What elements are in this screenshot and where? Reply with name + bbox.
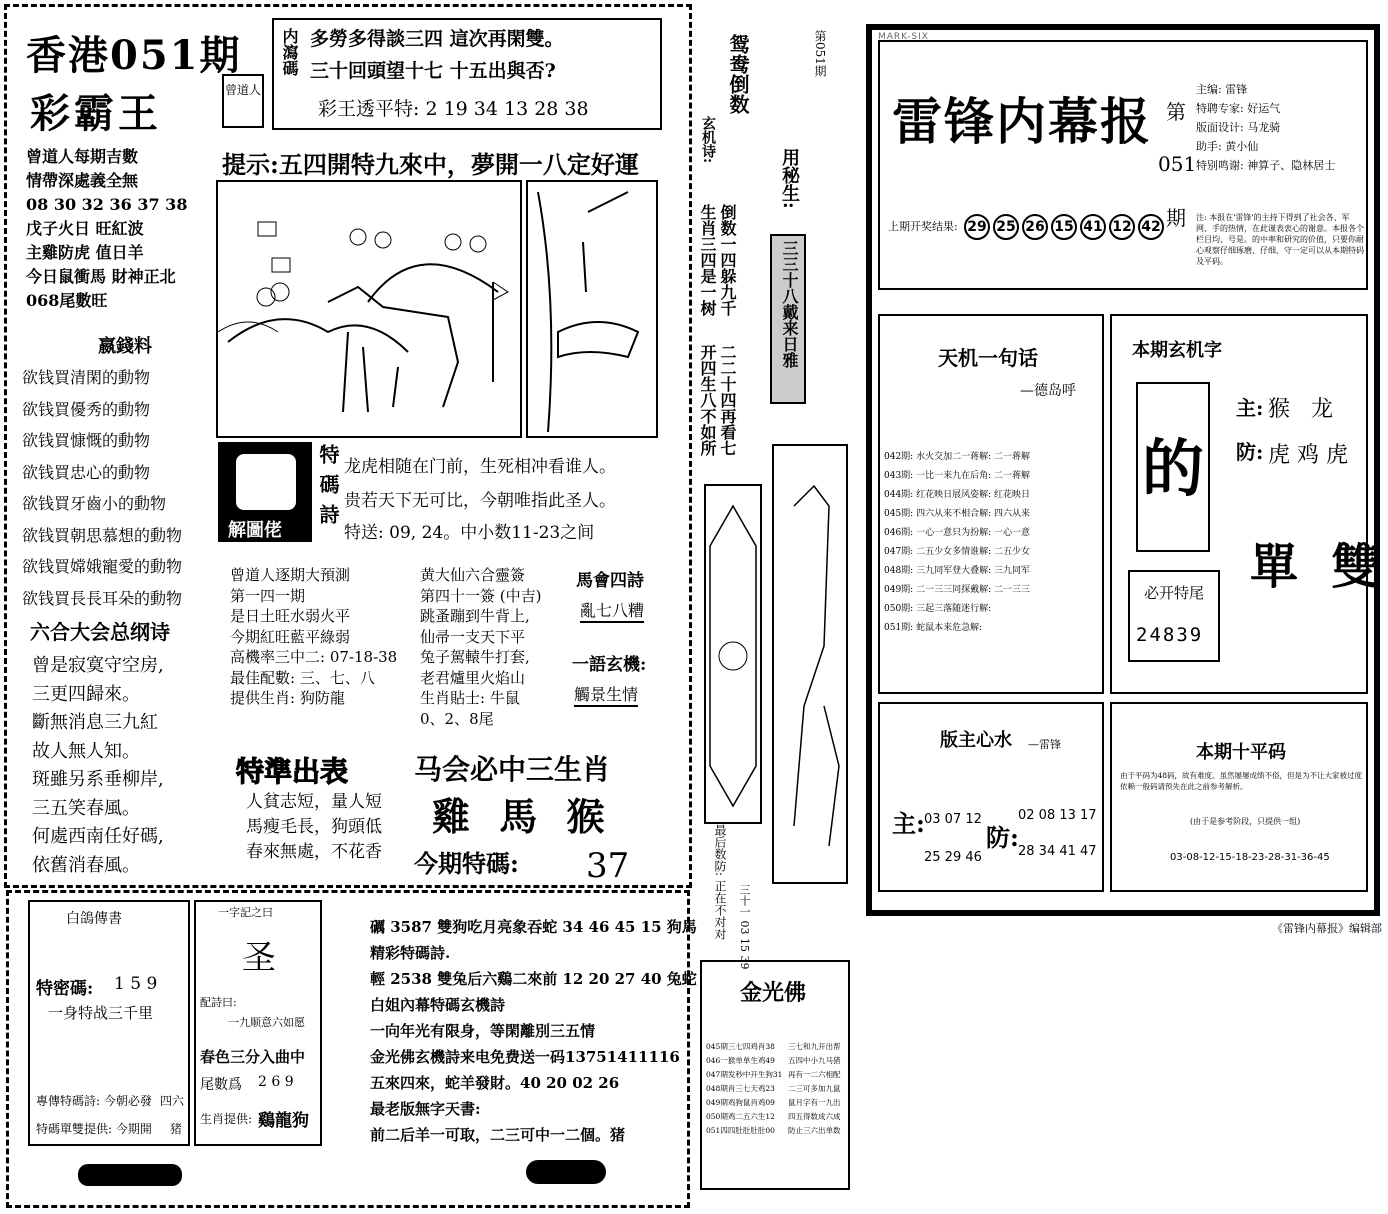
xuanji-title: 本期玄机字: [1132, 340, 1222, 361]
banner-top: MARK-SIX: [878, 32, 929, 42]
notice: 注: 本报在'雷锋'的主持下得到了社会各、军网、手的热情，在此谨表衷心的谢意。本报各个栏目均、号是。的中率和研究的价值，只要你耐心观察仔细琢磨、仔细、守一定可以从本期特码及平码。: [1196, 213, 1364, 266]
staff-item: 特别鸣谢: 神算子、隐林居士: [1196, 159, 1336, 172]
left-col-line: 主雞防虎 值日羊: [26, 243, 144, 262]
last-number: 25: [993, 214, 1019, 240]
staff-list: [1196, 80, 1335, 175]
mid-vert8: 用秘生:: [779, 148, 800, 209]
bottom-text-line: 礪 3587 雙狗吃月亮象吞蛇 34 46 45 15 狗馬: [370, 918, 697, 936]
tianji-item: 045期: 四六从来不相合解: 四六从来: [884, 509, 1030, 519]
teji-line: 人貧志短，量人短: [246, 792, 382, 812]
jgf-left-item: 046一猴单单生鸡49: [706, 1056, 775, 1065]
predict-box: [230, 565, 397, 709]
bottom-text-line: 金光佛玄機詩来电免费送一码13751411116: [370, 1048, 680, 1066]
tianji-item: 051期: 蛇鼠本来危急解:: [884, 623, 983, 633]
tianji-title: 天机一句话: [938, 346, 1038, 370]
yiyu-title: 一語玄機:: [572, 655, 647, 675]
poem-title: 六合大会总纲诗: [30, 620, 170, 644]
bottom-logo-right: [526, 1160, 606, 1184]
zi-line2-label: 尾數爲: [200, 1077, 242, 1093]
huang-line: 生肖貼士: 牛鼠: [420, 689, 520, 707]
danshuang: 單 雙: [1250, 539, 1380, 595]
jgf-left-item: 047期发秒中开生狗31: [706, 1070, 783, 1079]
mid-vert5: 开四生八不如所: [698, 344, 717, 456]
last-number: 29: [964, 214, 990, 240]
last-number: 12: [1109, 214, 1135, 240]
poem-line: 曾是寂寞守空房,: [32, 655, 164, 676]
baige-special-label: 特密碼:: [36, 979, 94, 999]
teji-line: 馬瘦毛長，狗頭低: [246, 817, 382, 837]
mid-vert3: 生肖三四是一树: [698, 204, 717, 316]
left-col-line: 戊子火日 旺紅波: [26, 219, 144, 238]
banzhu-title: 版主心水: [940, 730, 1012, 751]
huang-line: 黄大仙六合靈簽: [420, 566, 526, 584]
shiping-box: [1110, 702, 1368, 892]
zi-char: 圣: [242, 938, 276, 978]
tianji-item: 047期: 二五少女多情谁解: 二五少女: [884, 547, 1030, 557]
last-number: 41: [1080, 214, 1106, 240]
hint-line: 提示:五四開特九來中，夢開一八定好運: [222, 150, 639, 179]
baige-box: [28, 900, 190, 1146]
bottom-text-line: 五來四來，蛇羊發財。40 20 02 26: [370, 1074, 620, 1092]
baige-last: 特碼單雙提供: 今期開: [36, 1122, 152, 1136]
jgf-right-item: 鼠月字有一九出: [788, 1098, 841, 1107]
top-box-line1: 多勞多得談三四 這次再閑雙。: [310, 28, 564, 50]
top-box-side: 内瀉碼: [280, 28, 299, 76]
right-footer: 《雷锋内幕报》编辑部: [1272, 922, 1382, 935]
jgf-left-item: 045期三七四鸡肖38: [706, 1042, 775, 1051]
picture-side-chars: 特碼詩: [316, 444, 340, 534]
predict-line: 第一四一期: [230, 586, 306, 605]
huang-line: 第四十一簽 (中吉): [420, 586, 542, 605]
octagon-chart: [706, 486, 760, 822]
cliff-illustration: [528, 182, 656, 436]
zi-head: 一字記之曰: [218, 906, 273, 919]
masthead-subtitle: 彩霸王: [30, 90, 162, 137]
banzhu-box: [878, 702, 1104, 892]
horse-poem-text: 亂七八糟: [580, 598, 644, 623]
poem-lines: [32, 652, 164, 880]
predict-line: 提供生肖: 狗防龍: [230, 689, 345, 707]
shiping-note2: (由于是参考阶段，只提供一组): [1190, 817, 1301, 826]
zi-poem: 一九顺意六如愿: [228, 1016, 305, 1029]
mid-vert7: 三三十八戴来日雅: [780, 240, 799, 368]
bikai-title: 必开特尾: [1144, 584, 1205, 602]
jinguangfo-title: 金光佛: [740, 980, 807, 1006]
money-item: 欲钱買牙齒小的動物: [22, 494, 167, 513]
zi-line2: 2 6 9: [258, 1074, 294, 1090]
bottom-text-line: 白姐內幕特碼玄機詩: [370, 996, 506, 1014]
jgf-right-item: 二三可多加九鼠: [788, 1084, 841, 1093]
paper-title: 雷锋内幕报: [892, 92, 1152, 151]
mid-figure-1: [704, 484, 762, 824]
zhu-label: 主:: [1236, 396, 1264, 420]
money-item: 欲钱買朝思慕想的動物: [22, 525, 183, 545]
mid-strip: [692, 4, 852, 970]
tianji-item: 050期: 三起三落随迷行解:: [884, 604, 992, 614]
shiping-title: 本期十平码: [1196, 742, 1286, 763]
picture-label-box: [218, 442, 312, 542]
horse-illustration: [218, 182, 520, 436]
poem-line: 斑雖另系垂柳岸,: [32, 769, 164, 790]
yiyu-text: 觸景生情: [574, 682, 638, 707]
mid-header-num: 第051期: [813, 30, 827, 77]
left-col-line: 曾道人每期吉數: [26, 147, 139, 166]
last-numbers: [964, 214, 1167, 240]
tianji-item: 044期: 红花映日展风姿解: 红花映日: [884, 490, 1030, 500]
masthead-title: 香港051期: [26, 32, 242, 79]
header-box: [878, 40, 1368, 290]
mid-vert1: 鸳鸯倒数: [726, 34, 750, 114]
left-col-line: 今日鼠衝馬 財神正北: [26, 267, 176, 286]
xuanji-char: 的: [1136, 382, 1210, 552]
last-number: 42: [1138, 214, 1164, 240]
bottom-logo-left: [78, 1164, 182, 1186]
baige-line: 一身特战三千里: [48, 1004, 154, 1022]
poem-line: 三更四歸來。: [32, 683, 140, 705]
xuanji-box: [1110, 314, 1380, 694]
predict-line: 今期紅旺藍平綠弱: [230, 627, 351, 646]
bottom-text-line: 輕 2538 雙兔后六鷄二來前 12 20 27 40 兔蛇: [370, 970, 697, 988]
predict-line: 最佳配數: 三、七、八: [230, 668, 375, 687]
teji-title: 特準出表: [236, 755, 349, 788]
zi-sub: 配詩曰:: [200, 996, 237, 1009]
predict-line: 曾道人逐期大預測: [230, 566, 351, 584]
poem-line: 何處西南任好碼,: [32, 826, 164, 847]
money-item: 欲钱買長長耳朵的動物: [22, 588, 183, 608]
fang2-label: 防:: [986, 823, 1019, 852]
zi-line1: 春色三分入曲中: [200, 1048, 306, 1066]
huang-line: 0、2、8尾: [420, 709, 494, 728]
picture-line3: 特送: 09, 24。中小数11-23之间: [344, 523, 595, 543]
baige-special-value: 1 5 9: [114, 974, 158, 994]
baige-title: 白鴿傳書: [66, 911, 122, 927]
side-picture: [526, 180, 658, 438]
staff-item: 主编: 雷锋: [1196, 83, 1248, 96]
zhu-value: 猴 龙: [1268, 397, 1333, 422]
top-box: [272, 18, 662, 130]
teji-lines: [246, 790, 382, 865]
tianji-item: 046期: 一心一意只为扮解: 一心一意: [884, 528, 1030, 538]
tianji-box: [878, 314, 1104, 694]
zhu2-a: 03 07 12: [924, 812, 982, 827]
left-col-line: 情帶深處義全無: [26, 171, 139, 190]
huang-line: 仙帚一支天下平: [420, 627, 526, 646]
mid-small: 三十一 03 15 39: [738, 884, 751, 970]
fang2-b: 28 34 41 47: [1018, 844, 1097, 859]
tianji-item: 048期: 三九同军登大叠解: 三九同军: [884, 566, 1030, 576]
top-box-line3: 彩王透平特: 2 19 34 13 28 38: [318, 98, 589, 120]
poem-line: 斷無消息三九紅: [32, 712, 158, 733]
zi-box: [194, 900, 322, 1146]
money-item: 欲钱買忠心的動物: [22, 462, 151, 482]
mid-vert2: 玄机诗:: [700, 116, 716, 164]
picture-label: 解圖佬: [228, 520, 282, 541]
jinguangfo-right: [788, 1040, 841, 1138]
teji-line: 春來無處，不花香: [246, 842, 382, 862]
issue-suffix: 期: [1166, 206, 1186, 230]
fang-label: 防:: [1236, 440, 1264, 464]
left-col-line: 068尾數旺: [26, 291, 108, 310]
money-list: [22, 362, 182, 614]
predict-line: 是日土旺水弱火平: [230, 607, 351, 625]
tianji-author: —德岛呼: [1020, 383, 1076, 399]
zi-shengxiao: 鷄龍狗: [258, 1111, 309, 1131]
money-item: 欲钱買優秀的動物: [22, 399, 151, 419]
bottom-text-line: 一向年光有限身，等閑離別三五情: [370, 1022, 596, 1040]
jinqi-value: 37: [586, 846, 630, 886]
horse-picture: [216, 180, 522, 438]
last-number: 15: [1051, 214, 1077, 240]
staff-item: 特聘专家: 好运气: [1196, 102, 1281, 115]
shiping-note: 由于平码为48码，故有难度。虽然屡屡成绩不俗，但是为不让大家被过度依赖一般码请预先在此之前参考解析。: [1120, 771, 1363, 791]
bikai-value: 24839: [1136, 624, 1204, 646]
mid-vert-bottom: 最后数防: 正在不对对: [713, 824, 727, 940]
money-title: 嬴錢料: [98, 336, 152, 357]
left-col-line: 08 30 32 36 37 38: [26, 195, 188, 214]
money-item: 欲钱買慷慨的動物: [22, 431, 151, 450]
tianji-item: 049期: 二一三三同探戴解: 二一三三: [884, 585, 1030, 595]
huang-line: 兔子駕轅牛打套,: [420, 648, 530, 666]
horse-poem-title: 馬會四詩: [576, 571, 644, 591]
figure-illustration: [774, 446, 846, 882]
money-item: 欲钱買嫦娥寵愛的動物: [22, 557, 183, 576]
sansheng-title: 马会必中三生肖: [414, 753, 611, 786]
jinqi-label: 今期特碼:: [414, 849, 519, 878]
shiping-nums: 03-08-12-15-18-23-28-31-36-45: [1170, 852, 1330, 863]
jgf-right-item: 五四中小九马猪: [788, 1056, 841, 1065]
zhu2-b: 25 29 46: [924, 850, 982, 865]
bottom-text-line: 最老版無字天書:: [370, 1100, 481, 1118]
huang-line: 老君爐里火焰山: [420, 668, 526, 687]
baige-bottom: 專傳特碼詩: 今朝必發: [36, 1094, 152, 1108]
predict-line: 高機率三中二: 07-18-38: [230, 648, 398, 666]
zi-shengxiao-label: 生肖提供:: [200, 1112, 253, 1126]
jgf-left-item: 051四四肚肚肚肚00: [706, 1126, 775, 1135]
picture-line1: 龙虎相随在门前，生死相冲看谁人。: [344, 457, 616, 477]
issue-number: 051: [1158, 152, 1197, 176]
fang2-a: 02 08 13 17: [1018, 808, 1097, 823]
money-item: 欲钱買清閑的動物: [22, 368, 151, 387]
staff-item: 版面设计: 马龙骑: [1196, 121, 1281, 134]
tianji-list: [884, 448, 1030, 638]
jgf-right-item: 三七和九开出帮: [788, 1042, 841, 1051]
fang-value: 虎 鸡 虎: [1268, 443, 1348, 468]
bikai-box: [1128, 570, 1220, 662]
picture-line2: 贵若天下无可比，今朝唯指此圣人。: [344, 491, 616, 511]
jgf-right-item: 防止三六出单数: [788, 1126, 841, 1135]
left-col: [26, 145, 187, 313]
banzhu-author: —雷锋: [1028, 738, 1061, 751]
baige-bottom2: 四六: [160, 1094, 185, 1108]
jinguangfo-box: [700, 960, 850, 1190]
tianji-item: 042期: 水火交加二一蒋解: 二一蒋解: [884, 452, 1030, 462]
hand-icon: [236, 454, 296, 510]
top-box-line2: 三十回頭望十七 十五出與否?: [310, 60, 556, 82]
huang-box: [420, 565, 541, 729]
bottom-text-line: 前二后羊一可取，二三可中一二個。猪: [370, 1126, 626, 1144]
jgf-left-item: 050期鸡二五六生12: [706, 1112, 775, 1121]
sansheng-value: 雞 馬 猴: [432, 794, 613, 839]
poem-line: 依舊消春風。: [32, 854, 140, 876]
masthead-stamp: 曾道人: [222, 74, 264, 128]
mid-vert4: 倒数一四躲九千: [718, 204, 737, 316]
tianji-item: 043期: 一比一来九在后角: 二一蒋解: [884, 471, 1030, 481]
jgf-right-item: 再有一二六相配: [788, 1070, 841, 1079]
huang-line: 跳蚤蹦到牛背上,: [420, 607, 530, 625]
last-number: 26: [1022, 214, 1048, 240]
jgf-right-item: 四五得数成六成: [788, 1112, 841, 1121]
mid-figure-2: [772, 444, 848, 884]
jgf-left-item: 049期鸡狗鼠肖鸡09: [706, 1098, 775, 1107]
baige-last-val: 猪: [170, 1122, 183, 1136]
jgf-left-item: 048期肖三七天鸡23: [706, 1084, 775, 1093]
zhu2-label: 主:: [892, 809, 925, 838]
jinguangfo-left: [706, 1040, 782, 1138]
mid-vert7-box: [770, 234, 806, 404]
bottom-text-line: 精彩特碼詩.: [370, 944, 451, 962]
issue-prefix: 第: [1166, 100, 1186, 124]
poem-line: 故人無人知。: [32, 740, 140, 762]
last-label: 上期开奖结果:: [888, 220, 958, 233]
poem-line: 三五笑春風。: [32, 797, 140, 819]
mid-vert6: 二二十四再看七: [718, 344, 737, 456]
staff-item: 助手: 黄小仙: [1196, 140, 1259, 153]
bottom-texts: [370, 914, 697, 1148]
